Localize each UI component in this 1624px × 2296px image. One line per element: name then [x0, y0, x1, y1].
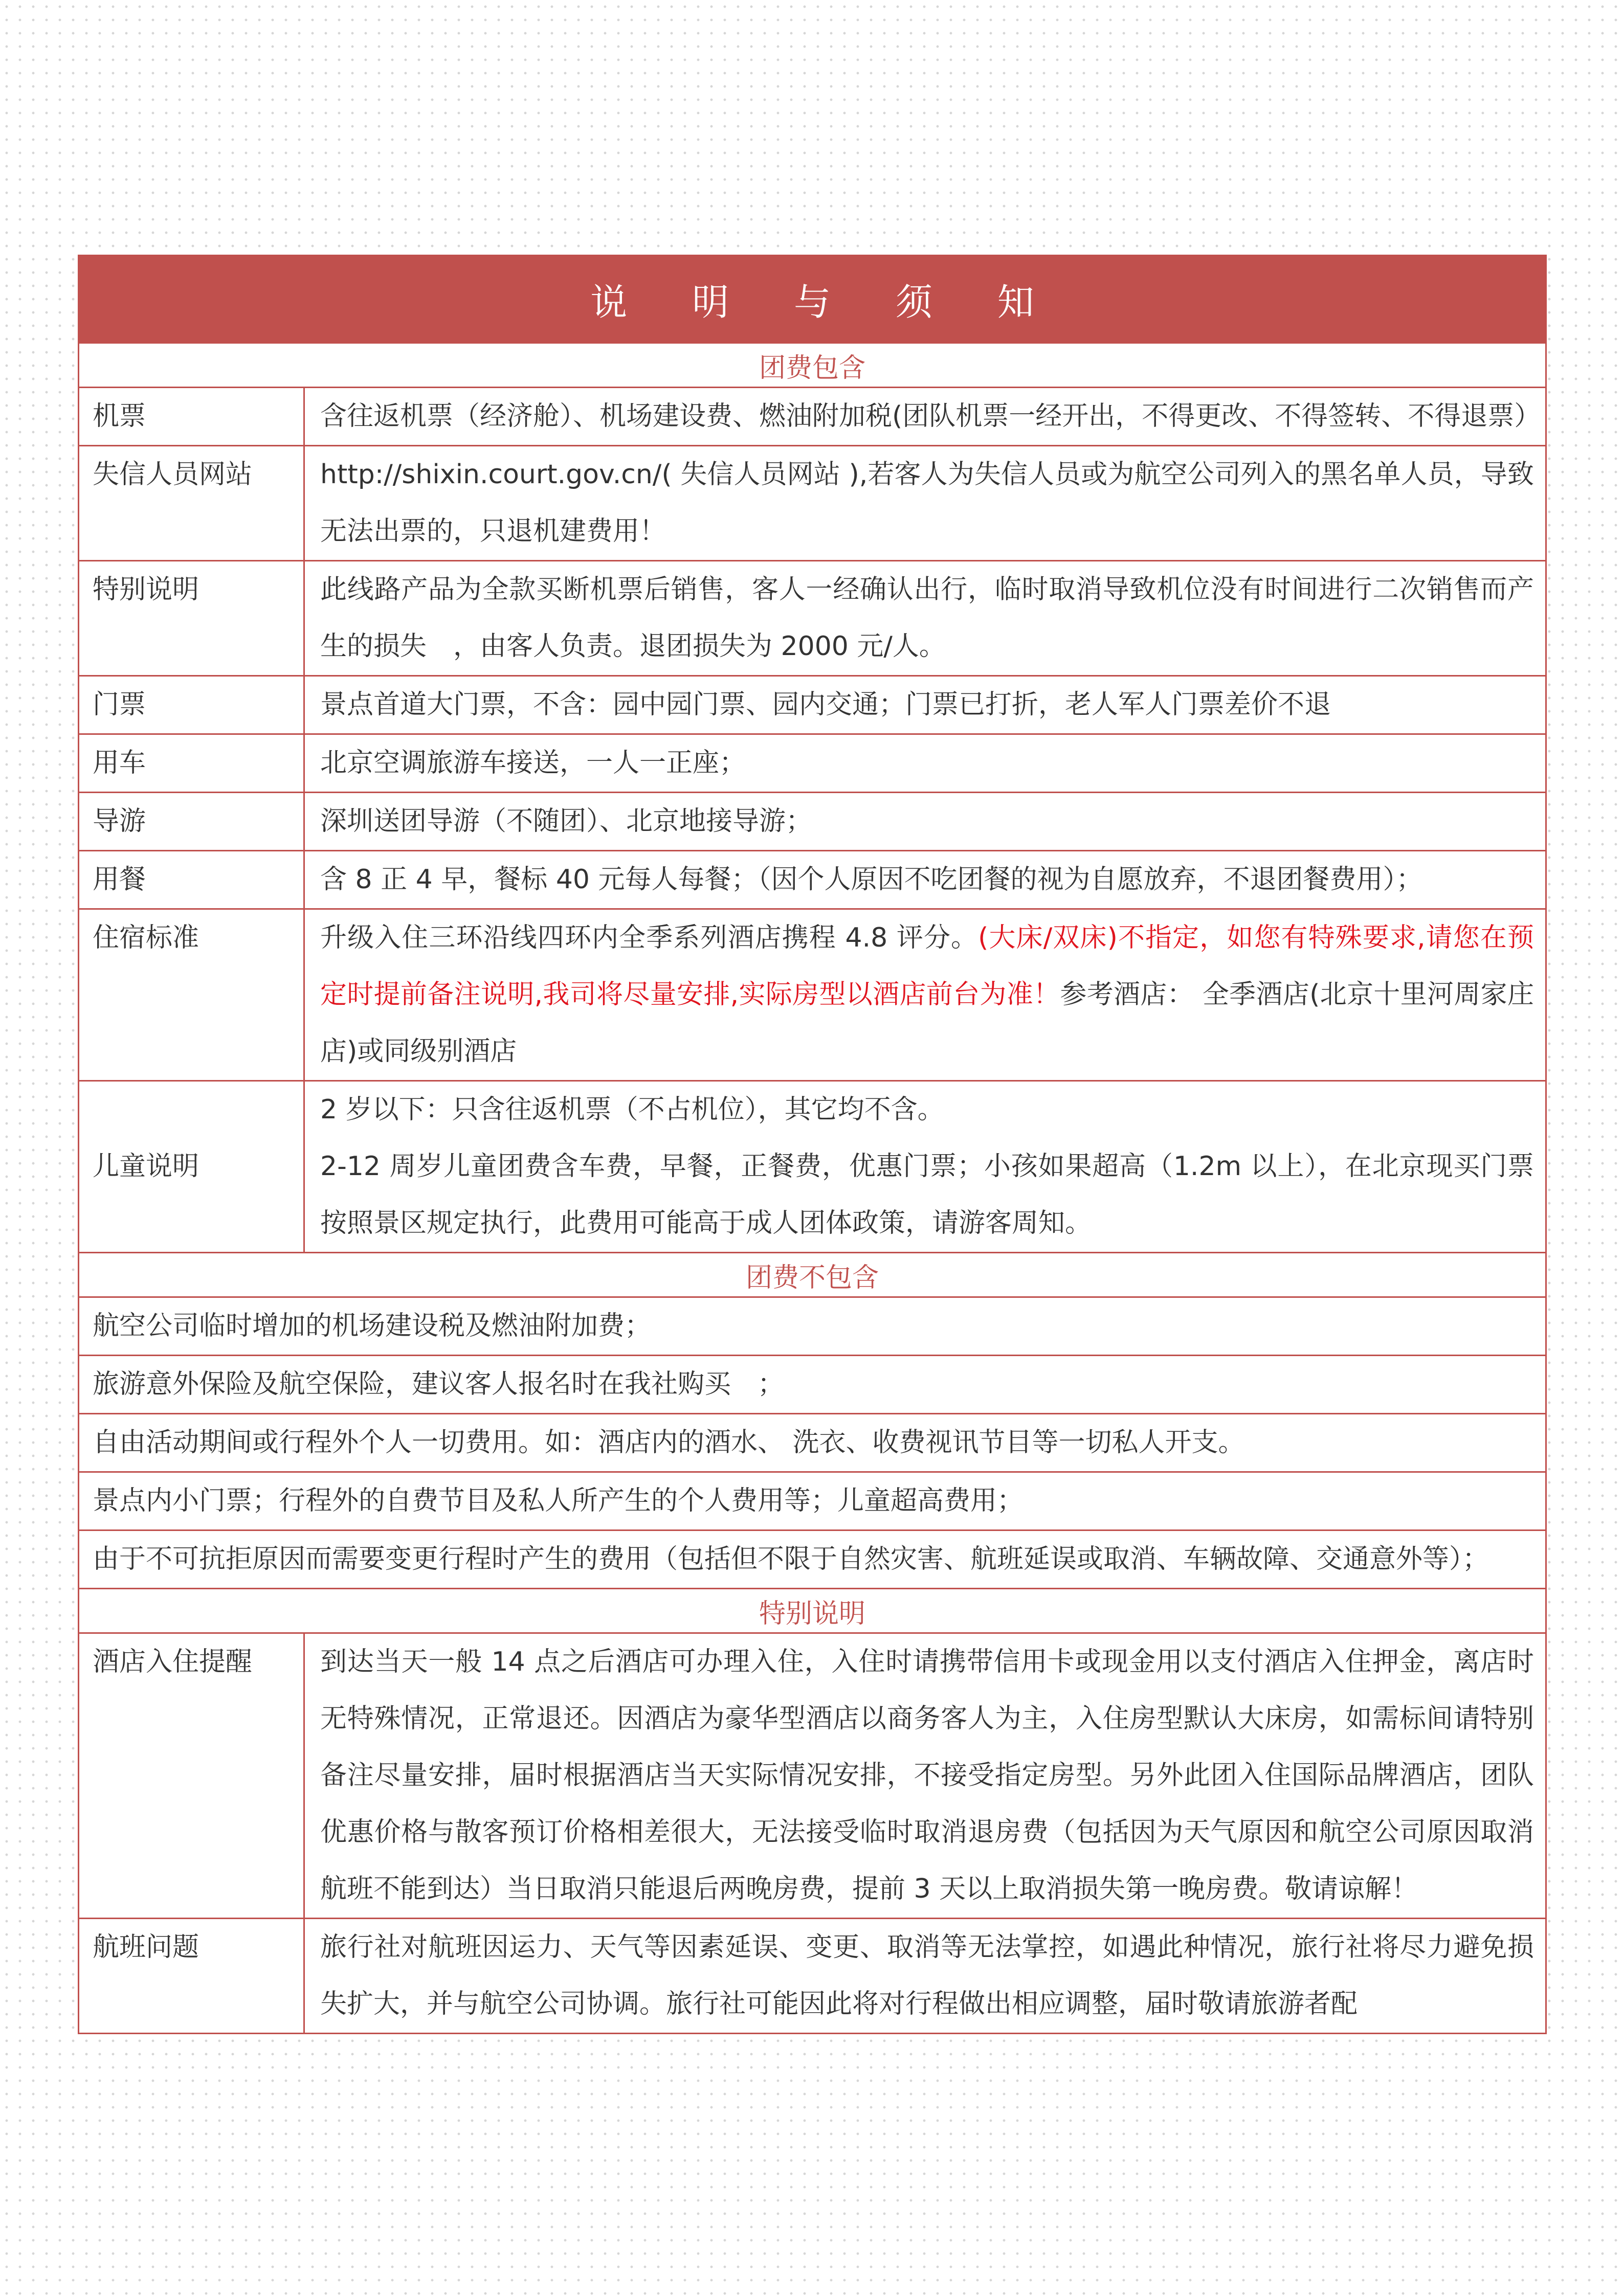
- row-content: 旅行社对航班因运力、天气等因素延误、变更、取消等无法掌控，如遇此种情况，旅行社将尽力避免损失扩大，并与航空公司协调。旅行社可能因此将对行程做出相应调整，届时敬请旅游者配: [320, 1932, 1534, 2019]
- hotel-text-tail: 参考酒店： 全季酒店(北京十里河周家庄店)或同级别酒店: [320, 979, 1534, 1067]
- row-label: 住宿标准: [79, 910, 305, 1080]
- table-row-children: [79, 1082, 1545, 1253]
- children-line-1: 2 岁以下：只含往返机票（不占机位），其它均不含。: [320, 1094, 944, 1125]
- row-label: 门票: [79, 677, 305, 733]
- row-content: [305, 910, 1545, 1080]
- row-content: 含往返机票（经济舱）、机场建设费、燃油附加税(团队机票一经开出，不得更改、不得签转、不得退票）: [320, 401, 1541, 432]
- excluded-item: 景点内小门票；行程外的自费节目及私人所产生的个人费用等；儿童超高费用；: [79, 1473, 1545, 1531]
- table-row-hotel: [79, 910, 1545, 1082]
- children-line-2: 2-12 周岁儿童团费含车费，早餐，正餐费，优惠门票；小孩如果超高（1.2m 以上），在北京现买门票按照景区规定执行，此费用可能高于成人团体政策，请游客周知。: [320, 1151, 1534, 1239]
- row-content: 此线路产品为全款买断机票后销售，客人一经确认出行，临时取消导致机位没有时间进行二次销售而产生的损失 ，由客人负责。退团损失为 2000 元/人。: [320, 574, 1534, 662]
- row-content: 含 8 正 4 早，餐标 40 元每人每餐；（因个人原因不吃团餐的视为自愿放弃，不退团餐费用）；: [320, 864, 1423, 895]
- table-row-guide: [79, 793, 1545, 851]
- row-label: 用车: [79, 735, 305, 792]
- table-row-flight: [79, 1919, 1545, 2034]
- table-row-tickets: [79, 677, 1545, 735]
- row-content: [305, 1082, 1545, 1252]
- table-row-special-note: [79, 561, 1545, 677]
- table-row-checkin: [79, 1634, 1545, 1919]
- row-label: 航班问题: [79, 1919, 305, 2033]
- row-label: 机票: [79, 388, 305, 445]
- excluded-item: 旅游意外保险及航空保险，建议客人报名时在我社购买 ；: [79, 1356, 1545, 1414]
- row-content: 景点首道大门票，不含：园中园门票、园内交通；门票已打折，老人军人门票差价不退: [320, 689, 1331, 720]
- row-label: 儿童说明: [79, 1082, 305, 1252]
- row-content: 到达当天一般 14 点之后酒店可办理入住，入住时请携带信用卡或现金用以支付酒店入住押金，离店时无特殊情况，正常退还。因酒店为豪华型酒店以商务客人为主，入住房型默认大床房，如需标间请特别备注尽量安排，届时根据酒店当天实际情况安排，不接受指定房型。另外此团入住国际品牌酒店，团队优惠价格与散客预订价格相差很大，无法接受临时取消退房费（包括因为天气原因和航空公司原因取消航班不能到达）当日取消只能退后两晚房费，提前 3 天以上取消损失第一晚房费。敬请谅解！: [320, 1647, 1534, 1904]
- table-title-bar: [79, 256, 1545, 344]
- notice-table: [78, 255, 1547, 2034]
- excluded-item: 自由活动期间或行程外个人一切费用。如：酒店内的酒水、 洗衣、收费视讯节目等一切私人开支。: [79, 1414, 1545, 1473]
- row-label: 酒店入住提醒: [79, 1634, 305, 1918]
- table-row-airfare: [79, 388, 1545, 446]
- table-row-blacklist: [79, 446, 1545, 561]
- hotel-highlight-text: (大床/双床)不指定，如您有特殊要求,请您在预定时提前备注说明,我司将尽量安排,实际房型以酒店前台为准！: [320, 922, 1534, 1010]
- hotel-text-lead: 升级入住三环沿线四环内全季系列酒店携程 4.8 评分。: [320, 922, 978, 953]
- excluded-item: 航空公司临时增加的机场建设税及燃油附加费；: [79, 1298, 1545, 1356]
- section-special-header: 特别说明: [79, 1589, 1545, 1634]
- row-label: 用餐: [79, 851, 305, 908]
- row-content: 北京空调旅游车接送，一人一正座；: [320, 748, 746, 778]
- table-row-vehicle: [79, 735, 1545, 793]
- section-excluded-header: 团费不包含: [79, 1253, 1545, 1298]
- row-label: 失信人员网站: [79, 446, 305, 560]
- row-content: http://shixin.court.gov.cn/( 失信人员网站 ),若客人为失信人员或为航空公司列入的黑名单人员，导致无法出票的，只退机建费用！: [320, 459, 1534, 547]
- row-content: 深圳送团导游（不随团）、北京地接导游；: [320, 806, 813, 837]
- row-label: 导游: [79, 793, 305, 850]
- excluded-item: 由于不可抗拒原因而需要变更行程时产生的费用（包括但不限于自然灾害、航班延误或取消、车辆故障、交通意外等）；: [79, 1531, 1545, 1589]
- section-included-header: 团费包含: [79, 344, 1545, 388]
- row-label: 特别说明: [79, 561, 305, 675]
- page-title: 说 明 与 须 知: [590, 281, 1061, 324]
- table-row-meals: [79, 851, 1545, 910]
